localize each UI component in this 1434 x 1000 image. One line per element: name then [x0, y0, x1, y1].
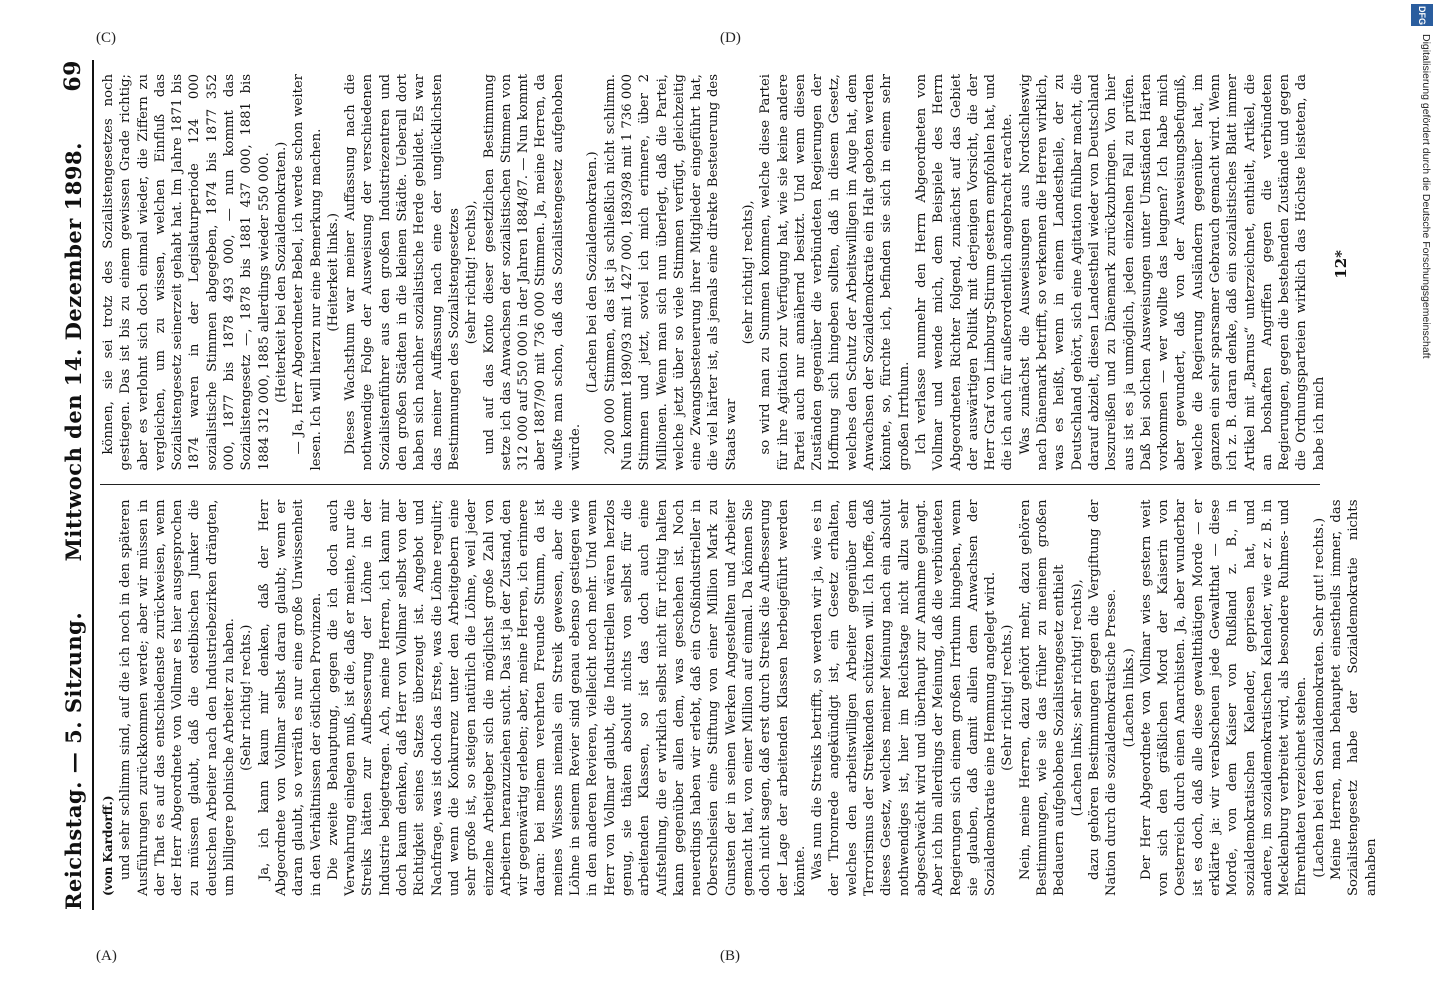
digitization-credit	[1410, 34, 1432, 994]
interjection: (Sehr richtig! rechts.)	[239, 624, 255, 771]
paragraph: so wird man zu Summen kommen, welche diese Partei für ihre Agitation zur Verfügung hat, wie sie keine andere Partei auch nur annähernd besitzt. Und wenn diesen Zuständen gegenüber die verbündeten Regierungen der Hoffnung sich hingeben sollten, daß in diesem Gesetz, welches den Schutz der Arbeitswilligen im Auge hat, dem Anwachsen der Sozialdemokratie ein Halt geboten werden könnte, so, fürchte ich, befinden sie sich in einem sehr großen Irrthum.	[758, 74, 912, 471]
dfg-logo: DFG	[1411, 4, 1433, 26]
margin-marker-c: (C)	[96, 30, 116, 46]
interjection: (sehr richtig! rechts),	[464, 200, 480, 345]
paragraph: Dieses Wachsthum war meiner Auffassung nach die nothwendige Folge der Ausweisung der verschiedenen Sozialistenführer aus den großen Industriezentren und den großen Städten in die kleinen Städte. Ueberall dort haben sich nachher sozialistische Herde gebildet. Es war das meiner Auffassung nach eine der unglücklichsten Bestimmungen des Sozialistengesetzes	[343, 74, 462, 471]
paragraph: Ich verlasse nunmehr den Herrn Abgeordneten von Vollmar und wende mich, dem Beispiele des Herrn Abgeordneten Richter folgend, zunächst auf das Gebiet der auswärtigen Politik mit derjenigen Vorsicht, die der Herr Graf von Limburg-Stirum gestern empfohlen hat, und die ich auch für außerordentlich angebracht erachte.	[913, 74, 1016, 471]
credit-text: Digitalisierung gefördert durch die Deutsche Forschungsgemeinschaft	[1420, 34, 1432, 359]
footnote-number: 12*	[1332, 250, 1350, 279]
paragraph: können, sie sei trotz des Sozialistengesetzes noch gestiegen. Das ist bis zu einem gewissen Grade richtig; aber es verlohnt sich doch einmal wieder, die Ziffern zu vergleichen, um zu wissen, welchen Einfluß das Sozialistengesetz seinerzeit gehabt hat. Im Jahre 1871 bis 1874 waren in der Legislaturperiode 124 000 sozialistische Stimmen abgegeben, 1874 bis 1877 352 000, 1877 bis 1878 493 000, — nun kommt das Sozialistengesetz —, 1878 bis 1881 437 000, 1881 bis 1884 312 000, 1885 allerdings wieder 550 000.	[101, 74, 272, 471]
interjection: (Heiterkeit links.)	[325, 212, 341, 332]
paragraph: Die zweite Behauptung, gegen die ich doch auch Verwahrung einlegen muß, ist die, daß er meinte, nur die Streiks hätten zur Aufbesserung der Löhne in der Industrie beigetragen. Ach, meine Herren, ich kann mir doch kaum denken, daß Herr von Vollmar selbst von der Richtigkeit seines Satzes überzeugt ist. Angebot und Nachfrage, was ist doch das Erste, was die Löhne regulirt; und wenn die Konkurrenz unter den Arbeitgebern eine sehr große ist, so steigen natürlich die Löhne, weil jeder einzelne Arbeitgeber sich die möglichst große Zahl von Arbeitern heranzuziehen sucht. Das ist ja der Zustand, den wir gegenwärtig erleben; aber, meine Herren, ich erinnere daran: bei meinem verehrten Freunde Stumm, da ist meines Wissens niemals ein Streik gewesen, aber die Löhne in seinem Revier sind genau ebenso gestiegen wie in den anderen Revieren, vielleicht noch mehr. Und wenn Herr von Vollmar glaubt, die Industriellen wären herzlos genug, sie thäten absolut nichts von selbst für die arbeitenden Klassen, so ist das doch auch eine Aufstellung, die er wirklich selbst nicht für richtig halten kann gegenüber allen dem, was geschehen ist. Noch neuerdings haben wir erlebt, daß ein Großindustrieller in Oberschlesien eine Stiftung von einer Million Mark zu Gunsten der in seinen Werken Angestellten und Arbeiter gemacht hat, von einer Million auf einmal. Da können Sie doch nicht sagen, daß erst durch Streiks die Aufbesserung der Lage der arbeitenden Klassen herbeigeführt werden könnte.	[325, 499, 808, 896]
paragraph: Meine Herren, man behauptet einestheils immer, das Sozialistengesetz habe der Sozialdemokratie nichts anhaben	[1329, 499, 1379, 896]
header-left: Reichstag. — 5. Sitzung.	[60, 611, 86, 910]
paragraph: Was zunächst die Ausweisungen aus Nordschleswig nach Dänemark betrifft, so verkennen die Herren wirklich, was es heißt, wenn in einem Landestheile, der zu Deutschland gehört, sich eine Agitation fühlbar macht, die darauf abzielt, diesen Landestheil wieder von Deutschland loszureißen und zu Dänemark zurückzubringen. Von hier aus ist es ja unmöglich, jeden einzelnen Fall zu prüfen. Daß bei solchen Ausweisungen unter Umständen Härten vorkommen — wer wollte das leugnen? Ich habe mich aber gewundert, daß von der Ausweisungsbefugniß, welche die Regierung Ausländern gegenüber hat, im ganzen ein sehr sparsamer Gebrauch gemacht wird. Wenn ich z. B. daran denke, daß ein sozialistisches Blatt immer Artikel mit „Barnus“ unterzeichnet, enthielt, Artikel, die an boshaften Angriffen gegen die verbündeten Regierungen, gegen die bestehenden Zustände und gegen die Ordnungsparteien wirklich das Höchste leisteten, da habe ich mich	[1017, 74, 1327, 471]
paragraph: 200 000 Stimmen, das ist ja schließlich nicht schlimm. Nun kommt 1890/93 mit 1 427 000, 1893/98 mit 1 736 000 Stimmen und jetzt, soviel ich mich erinnere, über 2 Millionen. Wenn man sich nun überlegt, daß die Partei, welche jetzt über so viele Stimmen verfügt, gleichzeitig eine Zwangsbesteuerung ihrer Mitglieder eingeführt hat, die viel härter ist, als jemals eine direkte Besteuerung des Staats war	[602, 74, 739, 471]
paragraph: Ja, ich kann kaum mir denken, daß der Herr Abgeordnete von Vollmar selbst daran glaubt; wenn er daran glaubt, so verräth es nur eine große Unwissenheit in den Verhältnissen der östlichen Provinzen.	[256, 499, 324, 896]
column-right	[100, 60, 1327, 486]
page-header	[58, 60, 94, 910]
paragraph: — Ja, Herr Abgeordneter Bebel, ich werde schon weiter lesen. Ich will hierzu nur eine Bemerkung machen.	[291, 74, 324, 471]
margin-marker-d: (D)	[720, 30, 741, 46]
paragraph: Was nun die Streiks betrifft, so werden wir ja, wie es in der Thronrede angekündigt ist, ein Gesetz erhalten, welches den arbeitswilligen Arbeiter gegenüber dem Terrorismus der Streikenden schützen will. Ich hoffe, daß dieses Gesetz, welches meiner Meinung nach ein absolut nothwendiges ist, hier im Reichstage nicht allzu sehr abgeschwächt wird und überhaupt zur Annahme gelangt. Aber ich bin allerdings der Meinung, daß die verbündeten Regierungen sich einem großen Irrthum hingeben, wenn sie glauben, daß damit allein dem Anwachsen der Sozialdemokratie eine Hemmung angelegt wird.	[810, 499, 999, 896]
header-date: Mittwoch den 14. Dezember 1898.	[60, 142, 86, 562]
paragraph: dazu gehören Bestimmungen gegen die Vergiftung der Nation durch die sozialdemokratische Presse.	[1086, 499, 1120, 896]
interjection: (Lachen bei den Sozialdemokraten.)	[585, 151, 601, 394]
speaker-tag: (von Kardorff.)	[101, 795, 115, 896]
text-columns	[100, 60, 1379, 910]
paragraph: Der Herr Abgeordnete von Vollmar wies gestern weit von sich den gräßlichen Mord der Kaiserin von Oesterreich durch einen Anarchisten. Ja, aber wunderbar ist es doch, daß alle diese gewaltthätigen Morde — er erklärte ja: wir verabscheuen jede Gewaltthat — diese Morde, von dem Kaiser von Rußland z. B., in sozialdemokratischen Kalender, gepriesen hat, und andere, im sozialdemokratischen Kalender, wie er z. B. in Mecklenburg verbreitet wird, als besondere Ruhmes- und Ehrenthaten verzeichnet stehen.	[1138, 499, 1310, 896]
interjection: (Lachen links; sehr richtig! rechts),	[1069, 579, 1085, 817]
interjection: (Heiterkeit bei den Sozialdemokraten.)	[273, 141, 289, 403]
paragraph: und sehr schlimm sind, auf die ich noch in den späteren Ausführungen zurückkommen werde; aber wir müssen in der That es auf das entschiedenste zurückweisen, wenn der Herr Abgeordnete von Vollmar es hier ausgesprochen zu müssen glaubt, daß die ostelbischen Junker die deutschen Arbeiter nach den Industriebezirken drängten, um billigere polnische Arbeiter zu haben.	[118, 499, 238, 896]
margin-marker-b: (B)	[720, 948, 740, 964]
margin-marker-a: (A)	[96, 948, 117, 964]
page-number: 69	[60, 60, 86, 92]
interjection: (Lachen bei den Sozialdemokraten. Sehr gut! rechts.)	[1311, 517, 1327, 878]
interjection: (sehr richtig! rechts),	[740, 200, 756, 345]
paragraph: und auf das Konto dieser gesetzlichen Bestimmung setze ich das Anwachsen der sozialistischen Stimmen von 312 000 auf 550 000 in der Jahren 1884/87. — Nun kommt aber 1887/90 mit 736 000 Stimmen. Ja, meine Herren, da wußte man schon, daß das Sozialistengesetz aufgehoben würde.	[481, 74, 584, 471]
interjection: (Sehr richtig! rechts.)	[1000, 624, 1016, 771]
column-left	[100, 486, 1379, 911]
paragraph: Nein, meine Herren, dazu gehört mehr, dazu gehören Bestimmungen, wie sie das früher zu meinem großen Bedauern aufgehobene Sozialistengesetz enthielt	[1017, 499, 1068, 896]
interjection: (Lachen links.)	[1121, 648, 1137, 748]
